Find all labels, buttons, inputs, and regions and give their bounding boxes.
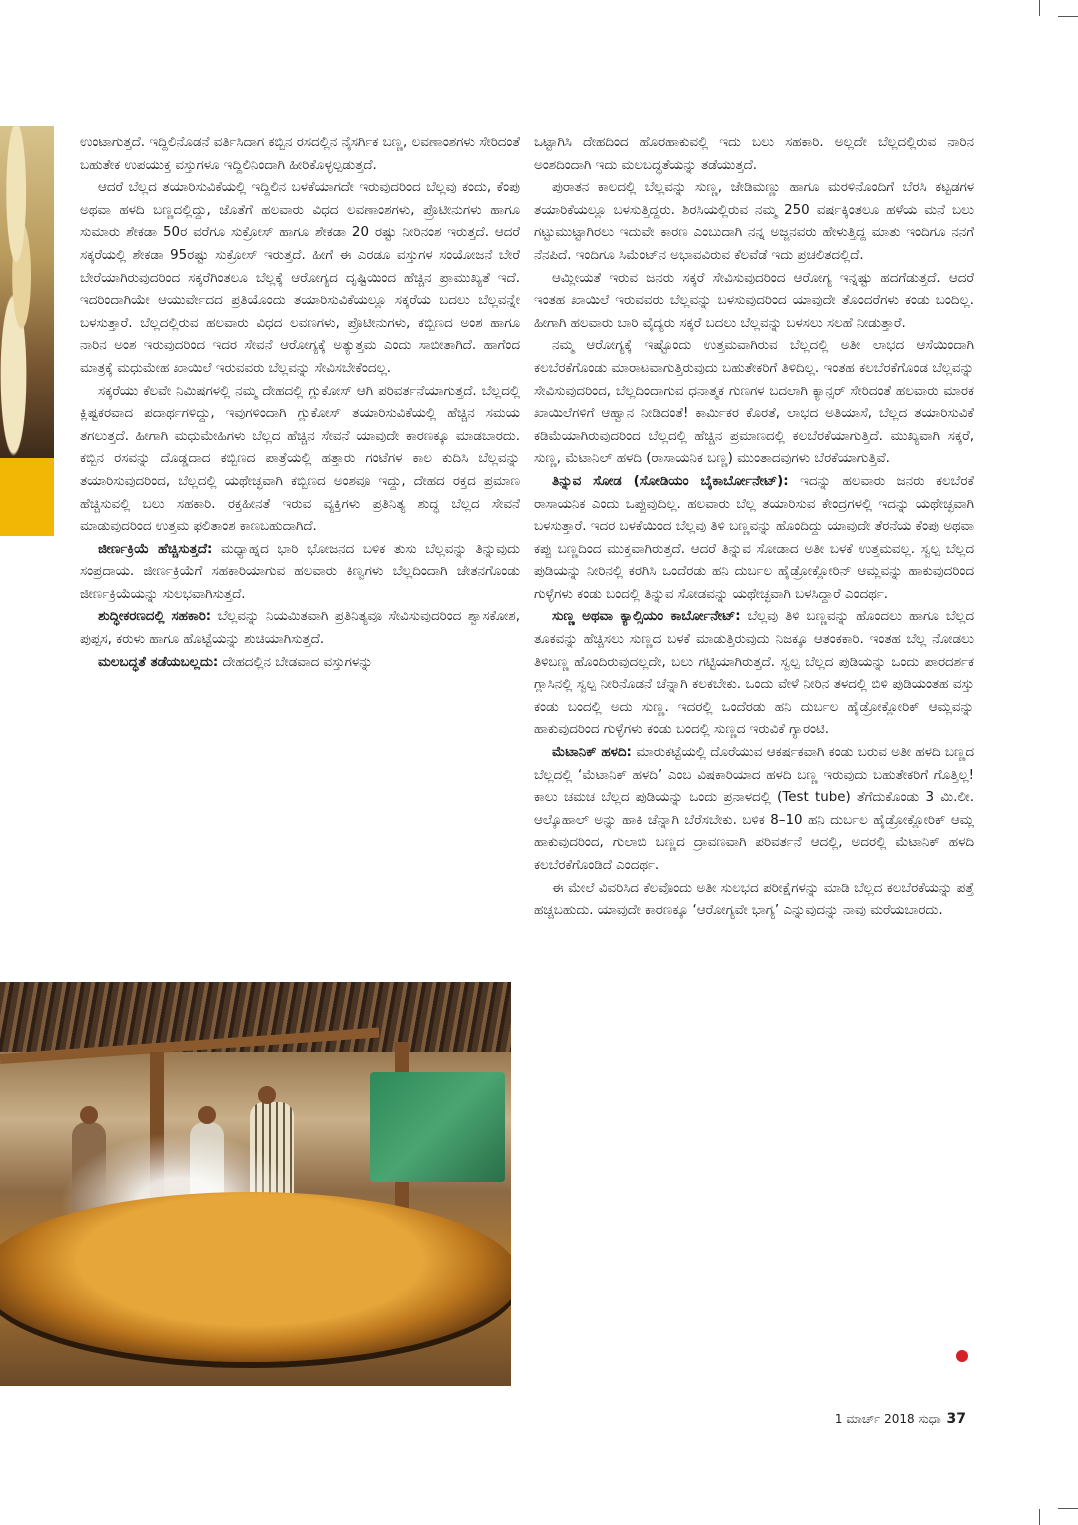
paragraph bbox=[80, 652, 520, 675]
paragraph-text: ಮಾರುಕಟ್ಟೆಯಲ್ಲಿ ದೊರೆಯುವ ಆಕರ್ಷಕವಾಗಿ ಕಂಡು ಬರುವ ಅತೀ ಹಳದಿ ಬಣ್ಣದ ಬೆಲ್ಲದಲ್ಲಿ ‘ಮೆಟಾನಿಕ್ ಹಳದಿ’ ಎಂಬ ವಿಷಕಾರಿಯಾದ ಹಳದಿ ಬಣ್ಣ ಇರುವುದು ಬಹುತೇಕರಿಗೆ ಗೊತ್ತಿಲ್ಲ! ಕಾಲು ಚಮಚ ಬೆಲ್ಲದ ಪುಡಿಯನ್ನು ಒಂದು ಪ್ರನಾಳದಲ್ಲಿ (Test tube) ತೆಗೆದುಕೊಂಡು 3 ಮಿ.ಲೀ. ಆಲ್ಕೊಹಾಲ್ ಅನ್ನು ಹಾಕಿ ಚೆನ್ನಾಗಿ ಬೆರೆಸಬೇಕು. ಬಳಿಕ 8–10 ಹನಿ ದುರ್ಬಲ ಹೈಡ್ರೋಕ್ಲೋರಿಕ್ ಆಮ್ಲ ಹಾಕುವುದರಿಂದ, ಗುಲಾಬಿ ಬಣ್ಣದ ದ್ರಾವಣವಾಗಿ ಪರಿವರ್ತನೆ ಆದಲ್ಲಿ, ಅದರಲ್ಲಿ ಮೆಟಾನಿಕ್ ಹಳದಿ ಕಲಬೆರಕೆಗೊಂಡಿದೆ ಎಂದರ್ಥ. bbox=[534, 745, 975, 873]
paragraph-text: ಈ ಮೇಲೆ ವಿವರಿಸಿದ ಕೆಲವೊಂದು ಅತೀ ಸುಲಭದ ಪರೀಕ್ಷೆಗಳನ್ನು ಮಾಡಿ ಬೆಲ್ಲದ ಕಲಬೆರಕೆಯನ್ನು ಪತ್ತೆ ಹಚ್ಚಬಹುದು. ಯಾವುದೇ ಕಾರಣಕ್ಕೂ ‘ಆರೋಗ್ಯವೇ ಭಾಗ್ಯ’ ಎನ್ನುವುದನ್ನು ನಾವು ಮರೆಯಬಾರದು. bbox=[534, 880, 974, 919]
paragraph-text: ದೇಹದಲ್ಲಿನ ಬೇಡವಾದ ವಸ್ತುಗಳನ್ನು bbox=[218, 654, 373, 670]
paragraph-text: ನಮ್ಮ ಆರೋಗ್ಯಕ್ಕೆ ಇಷ್ಟೊಂದು ಉತ್ತಮವಾಗಿರುವ ಬೆಲ್ಲದಲ್ಲಿ ಅತೀ ಲಾಭದ ಆಸೆಯಿಂದಾಗಿ ಕಲಬೆರಕೆಗೊಂಡು ಮಾರಾಟವಾಗುತ್ತಿರುವುದು ಬಹುತೇಕರಿಗೆ ತಿಳಿದಿಲ್ಲ. ಇಂತಹ ಕಲಬೆರಕೆಗೊಂಡ ಬೆಲ್ಲವನ್ನು ಸೇವಿಸುವುದರಿಂದ, ಬೆಲ್ಲದಿಂದಾಗುವ ಧನಾತ್ಮಕ ಗುಣಗಳ ಬದಲಾಗಿ ಕ್ಯಾನ್ಸರ್ ಸೇರಿದಂತೆ ಹಲವಾರು ಮಾರಕ ಖಾಯಿಲೆಗಳಿಗೆ ಆಹ್ವಾನ ನೀಡಿದಂತೆ! ಕಾರ್ಮಿಕರ ಕೊರತೆ, ಲಾಭದ ಅತಿಯಾಸೆ, ಬೆಲ್ಲದ ತಯಾರಿಸುವಿಕೆ ಕಡಿಮೆಯಾಗಿರುವುದರಿಂದ ಬೆಲ್ಲದಲ್ಲಿ ಹೆಚ್ಚಿನ ಪ್ರಮಾಣದಲ್ಲಿ ಕಲಬೆರಕೆಯಾಗುತ್ತಿದೆ. ಮುಖ್ಯವಾಗಿ ಸಕ್ಕರೆ, ಸುಣ್ಣ, ಮೆಟಾನಿಲ್ ಹಳದಿ (ರಾಸಾಯನಿಕ ಬಣ್ಣ) ಮುಂತಾದವುಗಳು ಬೆರಕೆಯಾಗುತ್ತಿವೆ. bbox=[534, 338, 974, 467]
paragraph-text: ಆದರೆ ಬೆಲ್ಲದ ತಯಾರಿಸುವಿಕೆಯಲ್ಲಿ ಇದ್ದಿಲಿನ ಬಳಕೆಯಾಗದೇ ಇರುವುದರಿಂದ ಬೆಲ್ಲವು ಕಂದು, ಕೆಂಪು ಅಥವಾ ಹಳದಿ ಬಣ್ಣದಲ್ಲಿದ್ದು, ಜೊತೆಗೆ ಹಲವಾರು ವಿಧದ ಲವಣಾಂಶಗಳು, ಪ್ರೊಟೀನುಗಳು ಹಾಗೂ ಸುಮಾರು ಶೇಕಡಾ 50ರ ವರೆಗೂ ಸುಕ್ರೋಸ್ ಹಾಗೂ ಶೇಕಡಾ 20 ರಷ್ಟು ನೀರಿನಂಶ ಇರುತ್ತದೆ. ಆದರೆ ಸಕ್ಕರೆಯಲ್ಲಿ ಶೇಕಡಾ 95ರಷ್ಟು ಸುಕ್ರೋಸ್ ಇರುತ್ತದೆ. ಹೀಗೆ ಈ ಎರಡೂ ವಸ್ತುಗಳ ಸಂಯೋಜನೆ ಬೇರೆ ಬೇರೆಯಾಗಿರುವುದರಿಂದ ಸಕ್ಕರೆಗಿಂತಲೂ ಬೆಲ್ಲಕ್ಕೆ ಆರೋಗ್ಯದ ದೃಷ್ಟಿಯಿಂದ ಹೆಚ್ಚಿನ ಪ್ರಾಮುಖ್ಯತೆ ಇದೆ. ಇದರಿಂದಾಗಿಯೇ ಆಯುರ್ವೇದದ ಪ್ರತಿಯೊಂದು ತಯಾರಿಸುವಿಕೆಯಲ್ಲೂ ಸಕ್ಕರೆಯ ಬದಲು ಬೆಲ್ಲವನ್ನೇ ಬಳಸುತ್ತಾರೆ. ಬೆಲ್ಲದಲ್ಲಿರುವ ಹಲವಾರು ವಿಧದ ಲವಣಗಳು, ಪ್ರೊಟೀನುಗಳು, ಕಬ್ಬಿಣದ ಅಂಶ ಹಾಗೂ ನಾರಿನ ಅಂಶ ಇರುವುದರಿಂದ ಇದರ ಸೇವನೆ ಆರೋಗ್ಯಕ್ಕೆ ಅತ್ಯುತ್ತಮ ಎಂದು ಸಾಬೀತಾಗಿದೆ. ಹಾಗೆಂದ ಮಾತ್ರಕ್ಕೆ ಮಧುಮೇಹ ಖಾಯಿಲೆ ಇರುವವರು ಬೆಲ್ಲವನ್ನು ಸೇವಿಸಬೇಕೆಂದಲ್ಲ. bbox=[80, 180, 520, 376]
page-number: 37 bbox=[946, 1411, 966, 1427]
paragraph-text: ಇದನ್ನು ಹಲವಾರು ಜನರು ಕಲಬೆರಕೆ ರಾಸಾಯನಿಕ ಎಂದು ಒಪ್ಪುವುದಿಲ್ಲ. ಹಲವಾರು ಬೆಲ್ಲ ತಯಾರಿಸುವ ಕೇಂದ್ರಗಳಲ್ಲಿ ಇದನ್ನು ಯಥೇಚ್ಛವಾಗಿ ಬಳಸುತ್ತಾರೆ. ಇದರ ಬಳಕೆಯಿಂದ ಬೆಲ್ಲವು ತಿಳಿ ಬಣ್ಣವನ್ನು ಹೊಂದಿದ್ದು ಯಾವುದೇ ತೆರನೆಯ ಕೆಂಪು ಅಥವಾ ಕಪ್ಪು ಬಣ್ಣದಿಂದ ಮುಕ್ತವಾಗಿರುತ್ತದೆ. ಆದರೆ ತಿನ್ನುವ ಸೋಡಾದ ಅತೀ ಬಳಕೆ ಉತ್ತಮವಲ್ಲ. ಸ್ವಲ್ಪ ಬೆಲ್ಲದ ಪುಡಿಯನ್ನು ನೀರಿನಲ್ಲಿ ಕರಗಿಸಿ ಒಂದೆರಡು ಹನಿ ದುರ್ಬಲ ಹೈಡ್ರೋಕ್ಲೋರಿನ್ ಆಮ್ಲವನ್ನು ಹಾಕುವುದರಿಂದ ಗುಳ್ಳೆಗಳು ಕಂಡು ಬಂದಲ್ಲಿ ತಿನ್ನುವ ಸೋಡವನ್ನು ಯಥೇಚ್ಛವಾಗಿ ಬಳಸಿದ್ದಾರೆ ಎಂದರ್ಥ. bbox=[534, 473, 975, 602]
paragraph bbox=[534, 471, 974, 607]
crop-mark-bottom bbox=[1039, 1509, 1058, 1525]
paragraph bbox=[534, 132, 974, 177]
green-tank bbox=[370, 1072, 505, 1182]
jaggery-boiling-photo bbox=[0, 982, 511, 1386]
paragraph bbox=[80, 381, 520, 539]
subheading: ಜೀರ್ಣಕ್ರಿಯೆ ಹೆಚ್ಚಿಸುತ್ತದೆ: bbox=[98, 541, 213, 557]
paragraph-text: ಆಮ್ಲೀಯತೆ ಇರುವ ಜನರು ಸಕ್ಕರೆ ಸೇವಿಸುವುದರಿಂದ ಆರೋಗ್ಯ ಇನ್ನಷ್ಟು ಹದಗೆಡುತ್ತದೆ. ಆದರೆ ಇಂತಹ ಖಾಯಿಲೆ ಇರುವವರು ಬೆಲ್ಲವನ್ನು ಬಳಸುವುದರಿಂದ ಯಾವುದೇ ತೊಂದರೆಗಳು ಕಂಡು ಬಂದಿಲ್ಲ. ಹೀಗಾಗಿ ಹಲವಾರು ಬಾರಿ ವೈದ್ಯರು ಸಕ್ಕರೆ ಬದಲು ಬೆಲ್ಲವನ್ನು ಬಳಸಲು ಸಲಹೆ ನೀಡುತ್ತಾರೆ. bbox=[534, 270, 974, 331]
paragraph bbox=[534, 335, 974, 471]
subheading: ತಿನ್ನುವ ಸೋಡ (ಸೋಡಿಯಂ ಬೈಕಾರ್ಬೋನೇಟ್): bbox=[552, 473, 789, 489]
crop-mark-top bbox=[1039, 0, 1058, 16]
accent-bar bbox=[0, 458, 54, 536]
paragraph-text: ಪುರಾತನ ಕಾಲದಲ್ಲಿ ಬೆಲ್ಲವನ್ನು ಸುಣ್ಣ, ಜೇಡಿಮಣ್ಣು ಹಾಗೂ ಮರಳಿನೊಂದಿಗೆ ಬೆರಸಿ ಕಟ್ಟಡಗಳ ತಯಾರಿಕೆಯಲ್ಲೂ ಬಳಸುತ್ತಿದ್ದರು. ಶಿರಸಿಯಲ್ಲಿರುವ ನಮ್ಮ 250 ವರ್ಷಕ್ಕಿಂತಲೂ ಹಳೆಯ ಮನೆ ಬಲು ಗಟ್ಟುಮುಟ್ಟಾಗಿರಲು ಇದುವೇ ಕಾರಣ ಎಂಬುದಾಗಿ ನನ್ನ ಅಜ್ಜನವರು ಹೇಳುತ್ತಿದ್ದ ಮಾತು ಇಂದಿಗೂ ನನಗೆ ನೆನಪಿದೆ. ಇಂದಿಗೂ ಸಿಮೆಂಟ್‌ನ ಅಭಾವವಿರುವ ಕೆಲವೆಡೆ ಇದು ಪ್ರಚಲಿತದಲ್ಲಿದೆ. bbox=[534, 180, 974, 263]
paragraph bbox=[534, 606, 974, 742]
page-footer bbox=[835, 1411, 966, 1427]
subheading: ಶುದ್ಧೀಕರಣದಲ್ಲಿ ಸಹಕಾರಿ: bbox=[98, 609, 212, 625]
jaggery-blocks-photo bbox=[0, 126, 54, 458]
paragraph bbox=[80, 539, 520, 607]
right-text-column bbox=[534, 132, 974, 923]
paragraph-text: ಬೆಲ್ಲವು ತಿಳಿ ಬಣ್ಣವನ್ನು ಹೊಂದಲು ಹಾಗೂ ಬೆಲ್ಲದ ತೂಕವನ್ನು ಹೆಚ್ಚಿಸಲು ಸುಣ್ಣದ ಬಳಕೆ ಮಾಡುತ್ತಿರುವುದು ನಿಜಕ್ಕೂ ಆತಂಕಕಾರಿ. ಇಂತಹ ಬೆಲ್ಲ ನೋಡಲು ತಿಳಿಬಣ್ಣ ಹೊಂದಿರುವುದಲ್ಲದೇ, ಬಲು ಗಟ್ಟಿಯಾಗಿರುತ್ತದೆ. ಸ್ವಲ್ಪ ಬೆಲ್ಲದ ಪುಡಿಯನ್ನು ಒಂದು ಪಾರದರ್ಶಕ ಗ್ಲಾಸಿನಲ್ಲಿ ಸ್ವಲ್ಪ ನೀರಿನೊಡನೆ ಚೆನ್ನಾಗಿ ಕಲಕಬೇಕು. ಒಂದು ವೇಳೆ ನೀರಿನ ತಳದಲ್ಲಿ ಬಿಳಿ ಪುಡಿಯಂತಹ ವಸ್ತು ಕಂಡು ಬಂದಲ್ಲಿ ಅದು ಸುಣ್ಣ. ಇದರಲ್ಲಿ ಒಂದೆರಡು ಹನಿ ದುರ್ಬಲ ಹೈಡ್ರೋಕ್ಲೋರಿಕ್ ಆಮ್ಲವನ್ನು ಹಾಕುವುದರಿಂದ ಗುಳ್ಳೆಗಳು ಕಂಡು ಬಂದಲ್ಲಿ ಸುಣ್ಣದ ಇರುವಿಕೆ ಗ್ಯಾರಂಟಿ. bbox=[534, 609, 974, 738]
crop-mark-bottom-h bbox=[1058, 1508, 1078, 1509]
crop-mark-top-h bbox=[1058, 16, 1078, 17]
paragraph bbox=[534, 177, 974, 267]
paragraph-text: ಉಂಟಾಗುತ್ತದೆ. ಇದ್ದಿಲಿನೊಡನೆ ವರ್ತಿಸಿದಾಗ ಕಬ್ಬಿನ ರಸದಲ್ಲಿನ ನೈಸರ್ಗಿಕ ಬಣ್ಣ, ಲವಣಾಂಶಗಳು ಸೇರಿದಂತೆ ಬಹುತೇಕ ಉಪಯುಕ್ತ ವಸ್ತುಗಳೂ ಇದ್ದಿಲಿನಿಂದಾಗಿ ಹೀರಿಕೊಳ್ಳಲ್ಪಡುತ್ತದೆ. bbox=[80, 135, 520, 173]
end-marker-dot bbox=[956, 1350, 968, 1362]
issue-date: 1 ಮಾರ್ಚ್ 2018 bbox=[834, 1412, 915, 1426]
magazine-name: ಸುಧಾ bbox=[918, 1412, 941, 1426]
paragraph bbox=[80, 606, 520, 651]
subheading: ಮಲಬದ್ಧತೆ ತಡೆಯಬಲ್ಲದು: bbox=[98, 654, 219, 670]
paragraph bbox=[534, 268, 974, 336]
subheading: ಸುಣ್ಣ ಅಥವಾ ಕ್ಯಾಲ್ಸಿಯಂ ಕಾರ್ಬೋನೇಟ್: bbox=[552, 609, 741, 625]
paragraph bbox=[534, 878, 974, 923]
paragraph-text: ಬೆಲ್ಲವನ್ನು ನಿಯಮಿತವಾಗಿ ಪ್ರತಿನಿತ್ಯವೂ ಸೇವಿಸುವುದರಿಂದ ಶ್ವಾಸಕೋಶ, ಪುಪ್ಪಸ, ಕರುಳು ಹಾಗೂ ಹೊಟ್ಟೆಯನ್ನು ಶುಚಿಯಾಗಿಸುತ್ತದೆ. bbox=[80, 609, 520, 648]
boiling-pan bbox=[0, 1192, 511, 1362]
paragraph bbox=[534, 742, 974, 878]
paragraph bbox=[80, 132, 520, 177]
paragraph-text: ಮಧ್ಯಾಹ್ನದ ಭಾರಿ ಭೋಜನದ ಬಳಿಕ ತುಸು ಬೆಲ್ಲವನ್ನು ತಿನ್ನುವುದು ಸಂಪ್ರದಾಯ. ಜೀರ್ಣಕ್ರಿಯೆಗೆ ಸಹಕಾರಿಯಾಗುವ ಹಲವಾರು ಕಿಣ್ವಗಳು ಬೆಲ್ಲದಿಂದಾಗಿ ಚೇತನಗೊಂಡು ಜೀರ್ಣಕ್ರಿಯೆಯನ್ನು ಸುಲಭವಾಗಿಸುತ್ತದೆ. bbox=[80, 541, 521, 602]
paragraph bbox=[80, 177, 520, 380]
subheading: ಮೆಟಾನಿಕ್ ಹಳದಿ: bbox=[552, 745, 632, 761]
paragraph-text: ಒಟ್ಟಾಗಿಸಿ ದೇಹದಿಂದ ಹೊರಹಾಕುವಲ್ಲಿ ಇದು ಬಲು ಸಹಕಾರಿ. ಅಲ್ಲದೇ ಬೆಲ್ಲದಲ್ಲಿರುವ ನಾರಿನ ಅಂಶದಿಂದಾಗಿ ಇದು ಮಲಬದ್ಧತೆಯನ್ನು ತಡೆಯುತ್ತದೆ. bbox=[534, 135, 974, 173]
left-text-column bbox=[80, 132, 520, 674]
paragraph-text: ಸಕ್ಕರೆಯು ಕೆಲವೇ ನಿಮಿಷಗಳಲ್ಲಿ ನಮ್ಮ ದೇಹದಲ್ಲಿ ಗ್ಲುಕೋಸ್ ಆಗಿ ಪರಿವರ್ತನೆಯಾಗುತ್ತದೆ. ಬೆಲ್ಲದಲ್ಲಿ ಕ್ಲಿಷ್ಟಕರವಾದ ಪದಾರ್ಥಗಳಿದ್ದು, ಇವುಗಳಿಂದಾಗಿ ಗ್ಲುಕೋಸ್ ತಯಾರಿಸುವಿಕೆಯಲ್ಲಿ ಹೆಚ್ಚಿನ ಸಮಯ ತಗಲುತ್ತದೆ. ಹೀಗಾಗಿ ಮಧುಮೇಹಿಗಳು ಬೆಲ್ಲದ ಹೆಚ್ಚಿನ ಸೇವನೆ ಯಾವುದೇ ಕಾರಣಕ್ಕೂ ಮಾಡಬಾರದು. ಕಬ್ಬಿನ ರಸವನ್ನು ದೊಡ್ಡದಾದ ಕಬ್ಬಿಣದ ಪಾತ್ರೆಯಲ್ಲಿ ಹತ್ತಾರು ಗಂಟೆಗಳ ಕಾಲ ಕುದಿಸಿ ಬೆಲ್ಲವನ್ನು ತಯಾರಿಸುವುದರಿಂದ, ಬೆಲ್ಲದಲ್ಲಿ ಯಥೇಚ್ಛವಾಗಿ ಕಬ್ಬಿಣದ ಅಂಶವೂ ಇದ್ದು, ದೇಹದ ರಕ್ತದ ಪ್ರಮಾಣ ಹೆಚ್ಚಿಸುವಲ್ಲಿ ಬಲು ಸಹಕಾರಿ. ರಕ್ತಹೀನತೆ ಇರುವ ವ್ಯಕ್ತಿಗಳು ಪ್ರತಿನಿತ್ಯ ಶುದ್ಧ ಬೆಲ್ಲದ ಸೇವನೆ ಮಾಡುವುದರಿಂದ ಉತ್ತಮ ಫಲಿತಾಂಶ ಕಾಣಬಹುದಾಗಿದೆ. bbox=[80, 383, 520, 535]
